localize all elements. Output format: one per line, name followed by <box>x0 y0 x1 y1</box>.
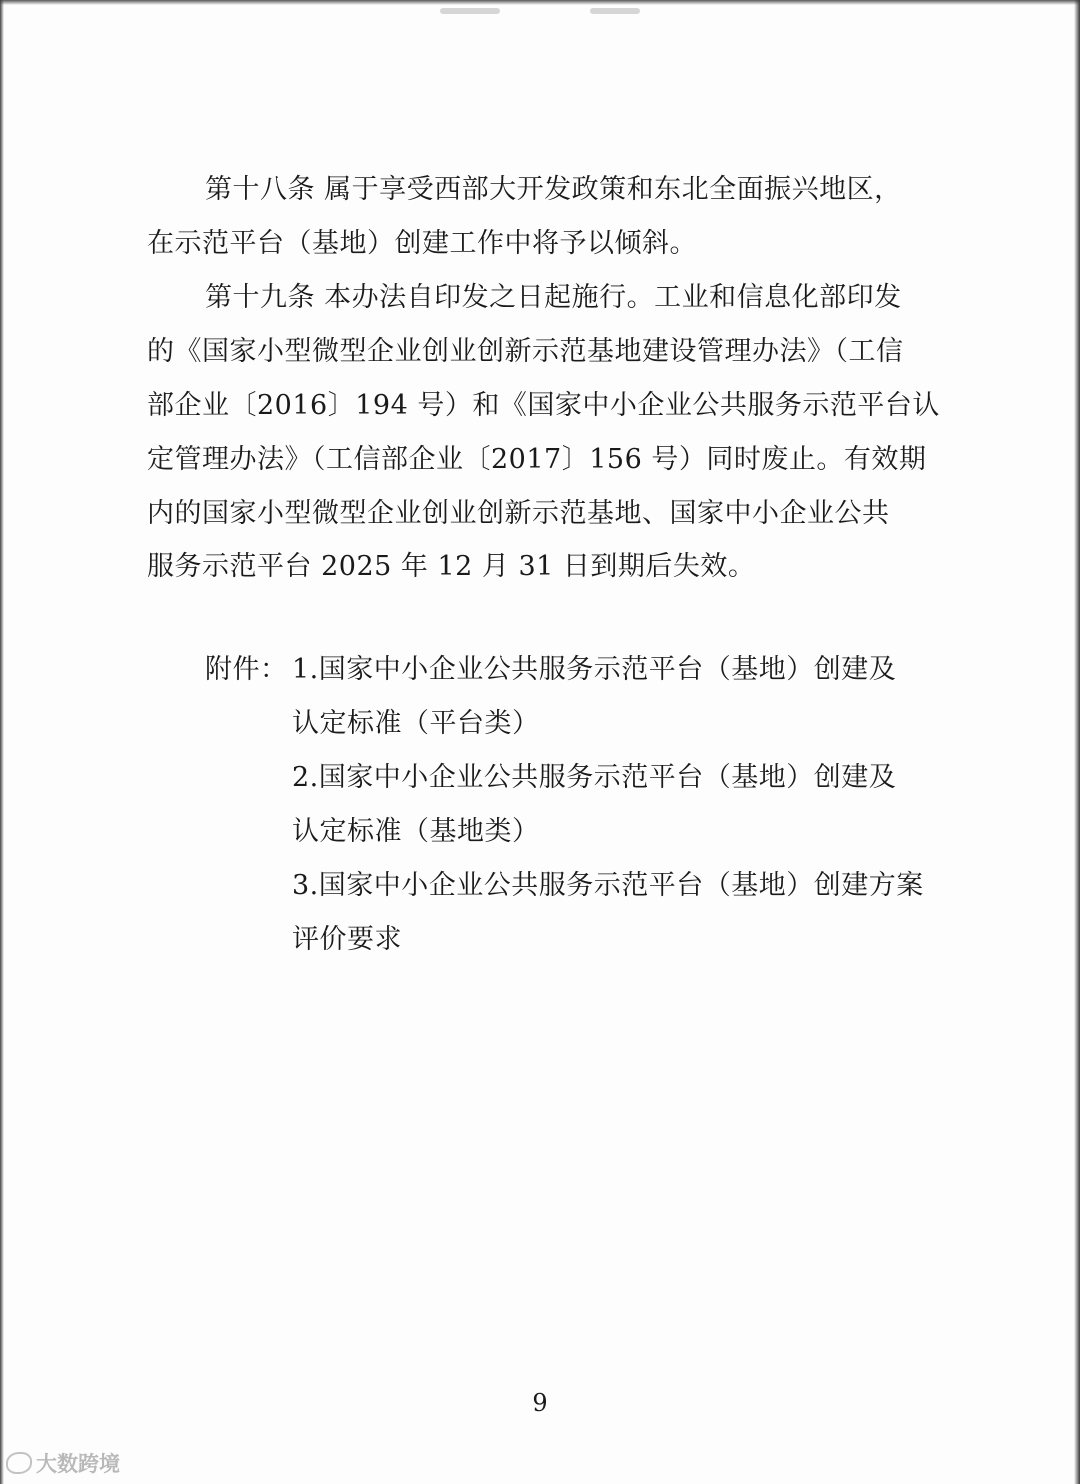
article-18-line-2: 在示范平台（基地）创建工作中将予以倾斜。 <box>147 228 697 259</box>
scan-smudge <box>440 8 500 14</box>
article-19-line-4: 定管理办法》（工信部企业〔2017〕156 号）同时废止。有效期 <box>147 444 927 475</box>
article-19-line-6: 服务示范平台 2025 年 12 月 31 日到期后失效。 <box>147 551 756 582</box>
attachment-item: 评价要求 <box>292 924 402 955</box>
attachment-item: 2.国家中小企业公共服务示范平台（基地）创建及 <box>292 762 897 793</box>
watermark-logo-icon <box>6 1452 32 1474</box>
article-19-line-3: 部企业〔2016〕194 号）和《国家中小企业公共服务示范平台认 <box>147 390 940 421</box>
attachment-item: 1.国家中小企业公共服务示范平台（基地）创建及 <box>292 654 897 685</box>
scan-edge-left <box>0 0 4 1484</box>
article-19-line-1: 第十九条 本办法自印发之日起施行。工业和信息化部印发 <box>205 282 902 313</box>
article-19-line-5: 内的国家小型微型企业创业创新示范基地、国家中小企业公共 <box>147 498 890 529</box>
page-number: 9 <box>532 1389 548 1417</box>
attachment-item: 3.国家中小企业公共服务示范平台（基地）创建方案 <box>292 870 924 901</box>
attachment-item: 认定标准（基地类） <box>292 816 540 847</box>
watermark <box>6 1448 120 1478</box>
article-18-line-1: 第十八条 属于享受西部大开发政策和东北全面振兴地区， <box>205 174 902 205</box>
attachment-item: 认定标准（平台类） <box>292 708 540 739</box>
scan-edge-right <box>1074 0 1080 1484</box>
watermark-text: 大数跨境 <box>36 1452 120 1476</box>
attachments-label: 附件： <box>205 654 288 685</box>
scan-edge-top <box>0 0 1080 5</box>
article-19-line-2: 的《国家小型微型企业创业创新示范基地建设管理办法》（工信 <box>147 336 904 367</box>
scan-smudge <box>590 8 640 14</box>
